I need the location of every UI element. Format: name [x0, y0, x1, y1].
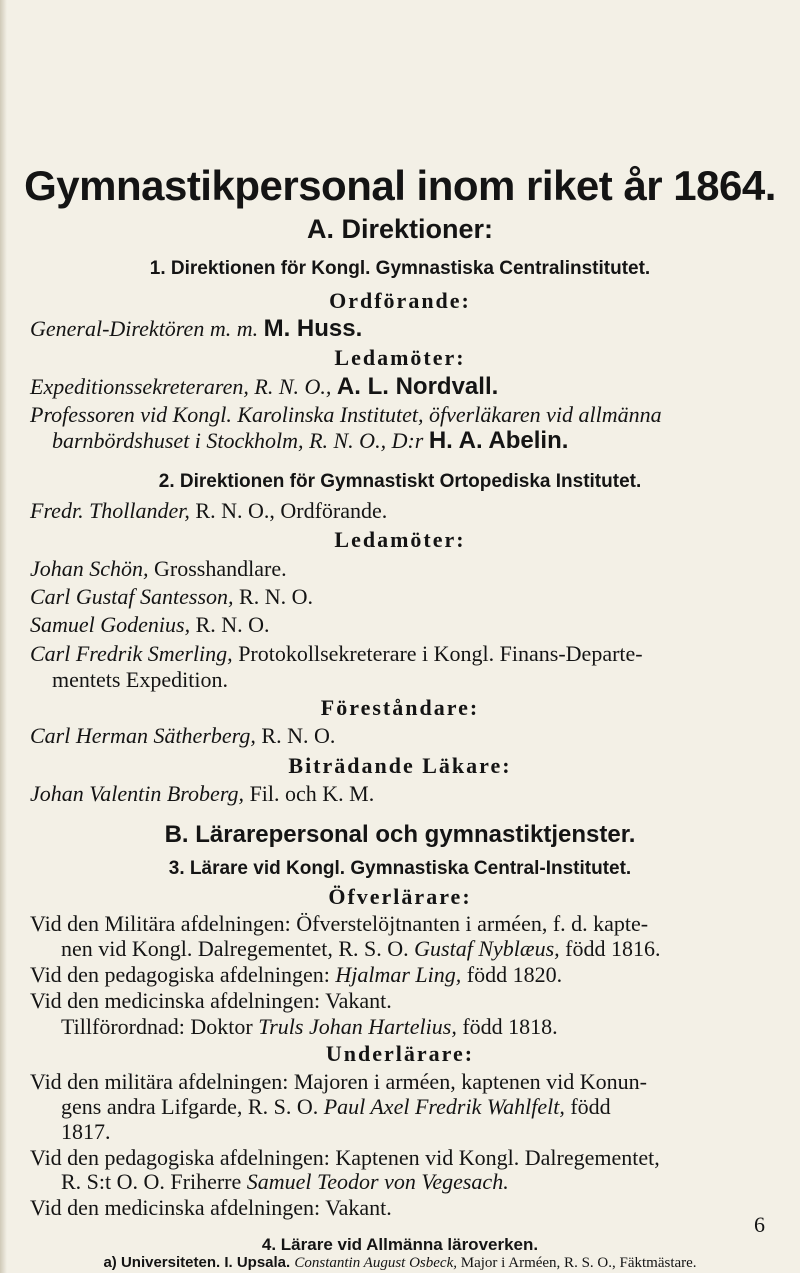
s3-u1-born: född	[570, 1093, 611, 1119]
s2-manager-rest: R. N. O.	[261, 723, 336, 748]
s3-u1-name: Paul Axel Fredrik Wahlfelt,	[323, 1093, 565, 1119]
section-a-heading	[0, 214, 800, 245]
s3-over-3: Vid den medicinska afdelningen: Vakant.	[30, 988, 392, 1014]
s3-over-1-line1: Vid den Militära afdelningen: Öfverstelöjtnanten i arméen, f. d. kapte-	[30, 911, 649, 937]
s1-m1-name: A. L. Nordvall.	[336, 373, 499, 400]
s3-o4-name: Truls Johan Hartelius,	[258, 1013, 457, 1039]
s3-over-label: Öfverlärare:	[328, 884, 472, 910]
s1-m2-name: H. A. Abelin.	[428, 427, 569, 454]
s1-m1-role: Expeditionssekreteraren,	[30, 374, 249, 399]
s2-m3-rest: R. N. O.	[195, 612, 270, 637]
section-b-heading	[30, 820, 770, 850]
s3-o1-line2-pre: nen vid Kongl. Dalregementet, R. S. O.	[61, 936, 409, 962]
section-a-letter: A.	[306, 214, 334, 244]
s3-over-4	[61, 1013, 770, 1040]
s2-doctor	[30, 780, 770, 807]
s4-p1-name: Constantin August Osbeck,	[294, 1255, 461, 1271]
s1-chair-name: M. Huss.	[263, 315, 363, 342]
s2-chair-rest: R. N. O., Ordförande.	[195, 498, 388, 523]
s4-sub-a: a) Universiteten.	[103, 1254, 225, 1271]
s3-under-2-line2	[61, 1168, 770, 1195]
s2-m2-name: Carl Gustaf Santesson,	[30, 584, 234, 609]
s3-o1-born: född 1816.	[565, 936, 661, 962]
s1-chair-label: Ordförande:	[329, 288, 471, 313]
s2-member-3	[30, 611, 770, 638]
s2-members-label: Ledamöter:	[334, 527, 466, 552]
s1-chair	[30, 315, 770, 342]
s2-m4-name: Carl Fredrik Smerling,	[30, 641, 233, 666]
s1-member-1	[30, 373, 770, 400]
s3-o4-born: född 1818.	[462, 1013, 558, 1039]
s2-member-4	[30, 640, 770, 667]
s3-u1-year: 1817.	[61, 1118, 111, 1144]
s2-member-2	[30, 583, 770, 610]
s3-over-2	[30, 961, 770, 988]
s1-chair-role: General-Direktören m. m.	[30, 316, 259, 341]
s3-o2-born: född 1820.	[466, 962, 563, 988]
s3-under-label: Underlärare:	[325, 1040, 475, 1066]
s2-doctor-rest: Fil. och K. M.	[249, 781, 375, 806]
s2-doctor-name: Johan Valentin Broberg,	[30, 781, 245, 806]
s1-member-2-line1	[30, 401, 770, 428]
s1-m1-title: R. N. O.,	[254, 374, 332, 399]
s2-heading: 2. Direktionen för Gymnastiskt Ortopediska Institutet.	[158, 471, 642, 492]
s1-m2-role-line2: barnbördshuset i Stockholm,	[52, 428, 304, 453]
s3-o1-name: Gustaf Nyblæus,	[414, 936, 560, 962]
s1-members-label: Ledamöter:	[334, 345, 466, 370]
s2-manager-label: Föreståndare:	[320, 695, 480, 720]
s3-o4-pre: Tillförordnad: Doktor	[61, 1013, 253, 1039]
s1-member-2-line2	[52, 427, 770, 454]
s3-heading: 3. Lärare vid Kongl. Gymnastiska Central-Institutet.	[168, 857, 632, 879]
s3-o2-name: Hjalmar Ling,	[335, 962, 462, 988]
section-a-title: Direktioner:	[341, 214, 494, 244]
s2-member-4-cont: mentets Expedition.	[52, 667, 228, 692]
s1-heading: 1. Direktionen för Kongl. Gymnastiska Centralinstitutet.	[149, 258, 651, 279]
s4-sub-i: I. Upsala.	[224, 1254, 295, 1271]
s1-m2-title: R. N. O., D:r	[309, 428, 424, 453]
s2-chair-name: Fredr. Thollander,	[30, 498, 190, 523]
s2-chair	[30, 497, 770, 524]
page-number: 6	[754, 1212, 765, 1237]
s2-m4-rest: Protokollsekreterare i Kongl. Finans-Departe-	[238, 641, 643, 666]
s3-under-1-line2	[61, 1093, 770, 1120]
s3-under-1-line1: Vid den militära afdelningen: Majoren i arméen, kaptenen vid Konun-	[30, 1068, 647, 1094]
s2-m1-name: Johan Schön,	[30, 556, 149, 581]
s2-m2-rest: R. N. O.	[239, 584, 313, 609]
s3-u2-line2-pre: R. S:t O. O. Friherre	[61, 1169, 242, 1195]
s2-manager-name: Carl Herman Sätherberg,	[30, 723, 256, 748]
s2-manager	[30, 722, 770, 749]
s3-u2-name: Samuel Teodor von Vegesach.	[246, 1169, 509, 1195]
s2-member-1	[30, 555, 770, 582]
s2-m1-rest: Grosshandlare.	[154, 556, 287, 581]
s2-doctor-label: Biträdande Läkare:	[288, 753, 512, 778]
s4-p1-rest: Major i Arméen, R. S. O., Fäktmästare.	[460, 1255, 697, 1271]
section-b-letter: B.	[164, 821, 189, 848]
s4-heading: 4. Lärare vid Allmänna läroverken.	[261, 1235, 539, 1254]
s3-over-1-line2	[61, 935, 770, 962]
s3-u1-line2-pre: gens andra Lifgarde, R. S. O.	[61, 1093, 319, 1119]
s4-sub-lines	[30, 1254, 770, 1272]
s1-m2-role-line1: Professoren vid Kongl. Karolinska Institutet, öfverläkaren vid allmänna	[30, 402, 662, 427]
section-b-title: Lärarepersonal och gymnastiktjenster.	[195, 821, 636, 848]
s3-under-3: Vid den medicinska afdelningen: Vakant.	[30, 1195, 392, 1221]
s3-o2-pre: Vid den pedagogiska afdelningen:	[30, 962, 330, 988]
s3-under-2-line1: Vid den pedagogiska afdelningen: Kaptenen vid Kongl. Dalregementet,	[30, 1144, 660, 1170]
s2-m3-name: Samuel Godenius,	[30, 612, 191, 637]
page-title: Gymnastikpersonal inom riket år 1864.	[24, 162, 776, 209]
